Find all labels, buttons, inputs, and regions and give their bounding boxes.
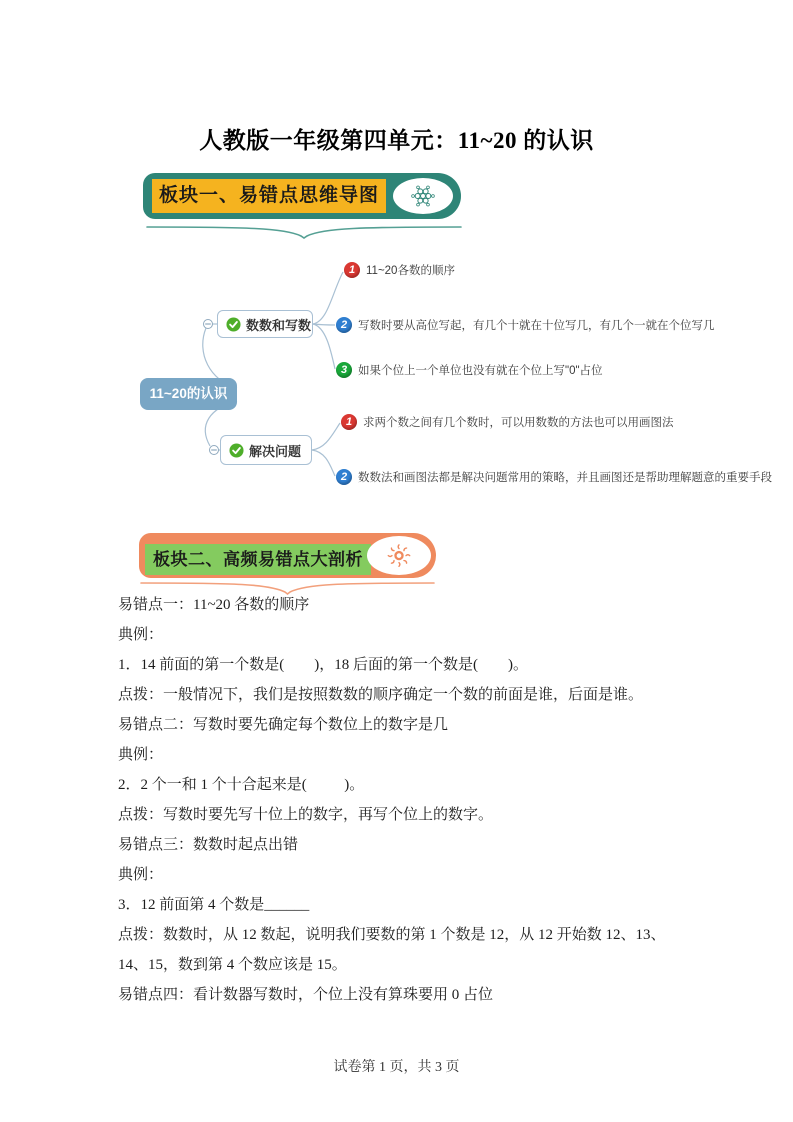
page-number-footer: 试卷第 1 页，共 3 页: [333, 1060, 460, 1075]
number-badge: 1: [344, 262, 360, 278]
leaf-text: 数数法和画图法都是解决问题常用的策略，并且画图还是帮助理解题意的重要手段: [358, 472, 772, 484]
check-circle-icon: [229, 443, 244, 458]
section1-title: 板块一、易错点思维导图: [152, 179, 386, 213]
leaf-text: 11~20各数的顺序: [366, 265, 455, 277]
branch-label: 数数和写数: [246, 317, 312, 333]
sun-icon: [367, 536, 431, 575]
section1-brace: [145, 224, 463, 240]
example-label: 典例：: [118, 867, 164, 883]
number-badge: 2: [336, 469, 352, 485]
body-text: [118, 590, 680, 1010]
mindmap-leaf: [336, 362, 603, 378]
number-badge: 2: [336, 317, 352, 333]
leaf-text: 如果个位上一个单位也没有就在个位上写"0"占位: [358, 365, 603, 377]
branch-label: 解决问题: [249, 443, 302, 459]
example-label: 典例：: [118, 747, 164, 763]
number-badge: 3: [336, 362, 352, 378]
molecule-network-icon: [393, 178, 453, 214]
number-badge: 1: [341, 414, 357, 430]
error-point-1-heading: 易错点一：11~20 各数的顺序: [118, 597, 310, 613]
mindmap-leaf: [344, 262, 455, 278]
hint-1: 点拨：一般情况下，我们是按照数数的顺序确定一个数的前面是谁，后面是谁。: [118, 687, 644, 703]
hint-2: 点拨：写数时要先写十位上的数字，再写个位上的数字。: [118, 807, 494, 823]
section2-title: 板块二、高频易错点大剖析: [145, 544, 371, 575]
mindmap-branch-problem-solving: [220, 435, 312, 465]
leaf-text: 写数时要从高位写起，有几个十就在十位写几，有几个一就在个位写几: [358, 320, 715, 332]
section1-banner: [143, 173, 461, 219]
page-title: 人教版一年级第四单元：11~20 的认识: [199, 128, 594, 153]
question-2: 2．2 个一和 1 个十合起来是( )。: [118, 777, 365, 793]
question-1: 1．14 前面的第一个数是( )，18 后面的第一个数是( )。: [118, 657, 528, 673]
leaf-text: 求两个数之间有几个数时，可以用数数的方法也可以用画图法: [363, 417, 674, 429]
error-point-3-heading: 易错点三：数数时起点出错: [118, 837, 299, 853]
question-3: 3．12 前面第 4 个数是______: [118, 897, 310, 913]
example-label: 典例：: [118, 627, 164, 643]
error-point-4-heading: 易错点四：看计数器写数时，个位上没有算珠要用 0 占位: [118, 987, 494, 1003]
mindmap-leaf: [336, 469, 772, 485]
mindmap-root-node: 11~20的认识: [140, 378, 237, 410]
hint-3: 点拨：数数时，从 12 数起，说明我们要数的第 1 个数是 12，从 12 开始数 12、13、14、15，数到第 4 个数应该是 15。: [118, 927, 666, 973]
mindmap-leaf: [336, 317, 715, 333]
mindmap-branch-counting-writing: [217, 310, 313, 338]
check-circle-icon: [226, 317, 241, 332]
mindmap-leaf: [341, 414, 674, 430]
section2-banner: [139, 533, 436, 578]
error-point-2-heading: 易错点二：写数时要先确定每个数位上的数字是几: [118, 717, 449, 733]
